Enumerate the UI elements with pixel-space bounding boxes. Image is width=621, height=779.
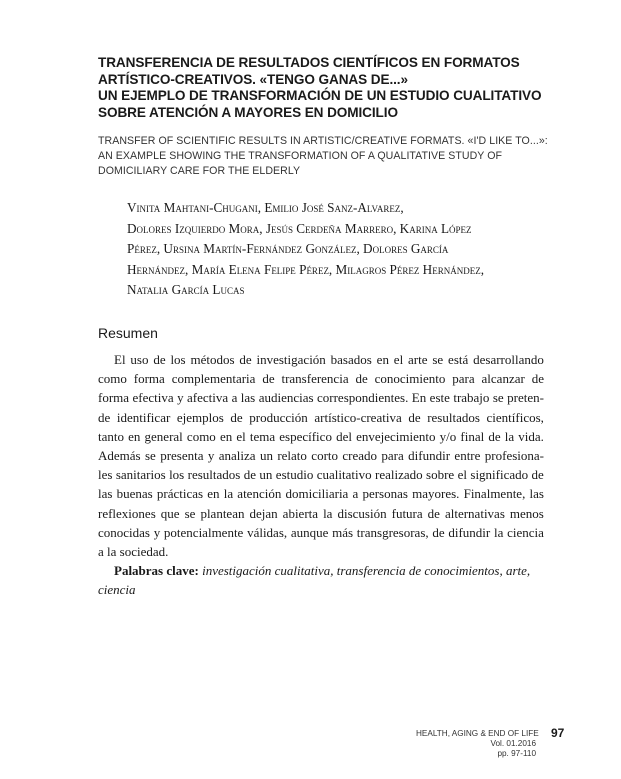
author-line: Natalia García Lucas xyxy=(127,282,245,297)
journal-pages: pp. 97-110 xyxy=(497,749,536,758)
subtitle-line: TRANSFER OF SCIENTIFIC RESULTS IN ARTISTIC/CREATIVE FORMATS. «I'D LIKE TO...»: xyxy=(98,135,548,147)
author-list xyxy=(127,198,547,301)
title-line: TRANSFERENCIA DE RESULTADOS CIENTÍFICOS EN FORMATOS xyxy=(98,55,520,70)
keywords xyxy=(98,561,544,599)
abstract-line: tanto en general como en el tema específico del envejecimiento y/o final de la vida. xyxy=(98,428,544,444)
subtitle-line: AN EXAMPLE SHOWING THE TRANSFORMATION OF A QUALITATIVE STUDY OF xyxy=(98,150,503,162)
title-line: SOBRE ATENCIÓN A MAYORES EN DOMICILIO xyxy=(98,104,398,120)
author-line: Hernández, María Elena Felipe Pérez, Milagros Pérez Hernández, xyxy=(127,261,484,277)
abstract-line: a la sociedad. xyxy=(98,544,169,560)
journal-volume: Vol. 01.2016 xyxy=(490,739,536,748)
article-title-english xyxy=(98,134,548,179)
subtitle-line: DOMICILIARY CARE FOR THE ELDERLY xyxy=(98,165,301,177)
abstract-line: como forma complementaria de transferencia de conocimiento para alcanzar de xyxy=(98,371,544,387)
abstract-line: les sanitarios los resultados de un estudio cualitativo realizado sobre el significado de xyxy=(98,467,544,483)
abstract-line: reflexiones que se plantean dejan abierta la discusión futura de alternativas menos xyxy=(98,505,544,521)
abstract-line: las buenas prácticas en la atención domiciliaria a personas mayores. Finalmente, las xyxy=(98,486,544,502)
article-title-spanish xyxy=(98,55,542,121)
title-line: ARTÍSTICO-CREATIVOS. «TENGO GANAS DE...» xyxy=(98,71,408,87)
abstract-line: Además se presenta y analiza un relato corto creado para difundir entre profesiona- xyxy=(98,448,544,464)
abstract-line: forma efectiva y afectiva a las audiencias correspondientes. En este trabajo se preten- xyxy=(98,390,544,406)
abstract-line: conocidas y potencialmente válidas, aunque más transgresoras, de difundir la ciencia xyxy=(98,524,544,540)
page-number: 97 xyxy=(551,726,565,740)
journal-name: HEALTH, AGING & END OF LIFE xyxy=(416,729,539,738)
keywords-text-continued: ciencia xyxy=(98,582,136,598)
abstract-line: de identificar ejemplos de producción artístico-creativa de resultados científicos, xyxy=(98,409,544,425)
author-line: Vinita Mahtani-Chugani, Emilio José Sanz-Alvarez, xyxy=(127,200,404,215)
keywords-text: investigación cualitativa, transferencia de conocimientos, arte, xyxy=(202,563,531,579)
abstract-body xyxy=(98,350,544,600)
abstract-heading: Resumen xyxy=(98,325,158,341)
journal-footer xyxy=(416,729,539,759)
title-line: UN EJEMPLO DE TRANSFORMACIÓN DE UN ESTUDIO CUALITATIVO xyxy=(98,88,542,103)
abstract-line: El uso de los métodos de investigación basados en el arte se está desarrollando xyxy=(114,352,544,367)
keywords-label: Palabras clave: xyxy=(114,563,199,579)
author-line: Dolores Izquierdo Mora, Jesús Cerdeña Marrero, Karina López xyxy=(127,220,472,236)
author-line: Pérez, Ursina Martín-Fernández González, Dolores García xyxy=(127,241,449,256)
